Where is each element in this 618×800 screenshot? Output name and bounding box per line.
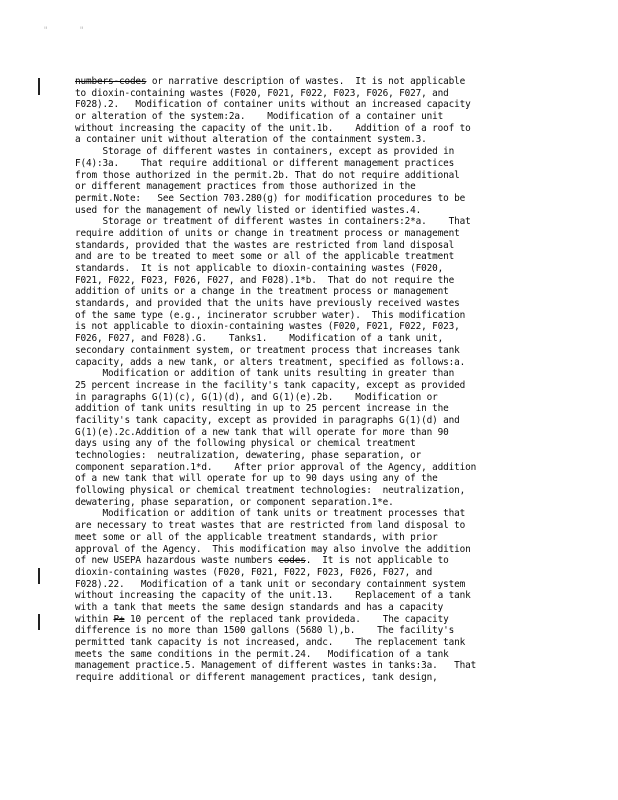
text-segment: Storage of different wastes in containers, except as provided in [75, 146, 455, 158]
text-segment: 10 percent of the replaced tank provideda. The capacity [124, 613, 449, 625]
text-line [75, 614, 549, 626]
text-line [75, 403, 549, 415]
text-segment: with a tank that meets the same design standards and has a capacity [75, 601, 444, 613]
text-line [75, 438, 549, 450]
text-line [75, 228, 549, 240]
text-segment: dioxin-containing wastes (F020, F021, F022, F023, F026, F027, and [75, 566, 433, 578]
revision-bar [38, 568, 40, 584]
text-line [75, 520, 549, 532]
text-line [75, 181, 549, 193]
text-line [75, 146, 549, 158]
text-segment: of new USEPA hazardous waste numbers [75, 555, 279, 567]
text-segment: or different management practices from those authorized in the [75, 181, 416, 193]
text-segment: F028).22. Modification of a tank unit or secondary containment system [75, 578, 466, 590]
text-line [75, 415, 549, 427]
text-segment: without increasing the capacity of the unit.13. Replacement of a tank [75, 590, 471, 602]
text-segment: dewatering, phase separation, or component separation.1*e. [75, 496, 394, 508]
text-line [75, 649, 549, 661]
text-line [75, 485, 549, 497]
revision-bar [38, 78, 40, 95]
text-segment: in paragraphs G(1)(c), G(1)(d), and G(1)(e).2b. Modification or [75, 391, 438, 403]
text-line [75, 193, 549, 205]
text-line [75, 99, 549, 111]
text-line [75, 111, 549, 123]
text-line [75, 590, 549, 602]
text-segment: addition of units or a change in the treatment process or management [75, 286, 449, 298]
text-line [75, 321, 549, 333]
text-line [75, 263, 549, 275]
text-line [75, 672, 549, 684]
text-segment: from those authorized in the permit.2b. That do not require additional [75, 169, 460, 181]
text-segment: capacity, adds a new tank, or alters treatment, specified as follows:a. [75, 356, 466, 368]
text-segment: meet some or all of the applicable treatment standards, with prior [75, 531, 438, 543]
text-segment: technologies: neutralization, dewatering, phase separation, or [75, 450, 422, 461]
text-line [75, 88, 549, 100]
text-line [75, 134, 549, 146]
document-body-text [75, 76, 549, 684]
text-segment: permitted tank capacity is not increased, andc. The replacement tank [75, 637, 466, 648]
text-line [75, 555, 549, 567]
text-segment: 25 percent increase in the facility's tank capacity, except as provided [75, 379, 466, 391]
text-line [75, 532, 549, 544]
text-segment: F(4):3a. That require additional or different management practices [75, 157, 455, 169]
text-segment: secondary containment system, or treatment process that increases tank [75, 344, 460, 356]
text-segment: or alteration of the system:2a. Modification of a container unit [75, 111, 444, 123]
text-segment: or narrative description of wastes. It is not applicable [146, 76, 466, 87]
text-segment: approval of the Agency. This modification may also involve the addition [75, 543, 471, 555]
text-line [75, 637, 549, 649]
text-segment: Modification or addition of tank units or treatment processes that [75, 508, 466, 520]
text-line [75, 508, 549, 520]
text-segment: permit.Note: See Section 703.280(g) for modification procedures to be [75, 192, 466, 204]
text-line [75, 497, 549, 509]
scan-mark: " [79, 26, 85, 36]
text-segment: difference is no more than 1500 gallons (5680 l),b. The facility's [75, 625, 455, 637]
struck-text: P± [113, 613, 125, 625]
text-segment: G(1)(e).2c.Addition of a new tank that will operate for more than 90 [75, 426, 449, 438]
text-line [75, 158, 549, 170]
text-segment: Modification or addition of tank units resulting in greater than [75, 368, 455, 380]
text-segment: to dioxin-containing wastes (F020, F021, F022, F023, F026, F027, and [75, 87, 449, 99]
text-segment: following physical or chemical treatment technologies: neutralization, [75, 485, 466, 497]
text-segment: F028).2. Modification of container units without an increased capacity [75, 99, 471, 111]
text-line [75, 205, 549, 217]
text-line [75, 368, 549, 380]
text-segment: Storage or treatment of different wastes in containers:2*a. That [75, 216, 471, 228]
text-segment: used for the management of newly listed or identified wastes.4. [75, 204, 422, 216]
text-segment: . It is not applicable to [305, 555, 449, 567]
text-segment: without increasing the capacity of the unit.1b. Addition of a roof to [75, 122, 471, 134]
text-line [75, 660, 549, 672]
text-line [75, 216, 549, 228]
text-line [75, 544, 549, 556]
text-line [75, 76, 549, 88]
text-line [75, 251, 549, 263]
text-segment: within [75, 613, 114, 625]
text-line [75, 392, 549, 404]
text-segment: standards, provided that the wastes are restricted from land disposal [75, 239, 455, 251]
text-line [75, 473, 549, 485]
text-line [75, 345, 549, 357]
text-line [75, 123, 549, 135]
text-line [75, 579, 549, 591]
text-line [75, 450, 549, 462]
text-segment: days using any of the following physical or chemical treatment [75, 438, 416, 450]
text-line [75, 380, 549, 392]
text-segment: are necessary to treat wastes that are restricted from land disposal to [75, 520, 466, 532]
text-segment: standards, and provided that the units have previously received wastes [75, 298, 460, 310]
text-line [75, 357, 549, 369]
text-segment: component separation.1*d. After prior approval of the Agency, addition [75, 461, 477, 473]
text-segment: standards. It is not applicable to dioxin-containing wastes (F020, [75, 263, 444, 274]
text-segment: a container unit without alteration of the containment system.3. [75, 134, 427, 146]
scan-mark: " [43, 26, 49, 36]
text-segment: is not applicable to dioxin-containing wastes (F020, F021, F022, F023, [75, 321, 460, 333]
text-segment: meets the same conditions in the permit.24. Modification of a tank [75, 648, 449, 660]
text-segment: F021, F022, F023, F026, F027, and F028).1*b. That do not require the [75, 274, 455, 286]
revision-bar [38, 614, 40, 630]
text-line [75, 462, 549, 474]
text-line [75, 286, 549, 298]
text-line [75, 240, 549, 252]
text-line [75, 602, 549, 614]
text-segment: management practice.5. Management of different wastes in tanks:3a. That [75, 660, 477, 672]
text-line [75, 625, 549, 637]
text-segment: facility's tank capacity, except as provided in paragraphs G(1)(d) and [75, 414, 460, 426]
text-line [75, 170, 549, 182]
text-line [75, 333, 549, 345]
text-segment: F026, F027, and F028).G. Tanks1. Modification of a tank unit, [75, 333, 444, 345]
struck-text: codes [278, 555, 306, 567]
text-segment: and are to be treated to meet some or all of the applicable treatment [75, 251, 455, 263]
text-segment: of the same type (e.g., incinerator scrubber water). This modification [75, 309, 466, 321]
text-line [75, 567, 549, 579]
text-line [75, 310, 549, 322]
text-line [75, 298, 549, 310]
struck-text: numbers-codes [75, 76, 147, 87]
text-segment: addition of tank units resulting in up to 25 percent increase in the [75, 403, 449, 415]
text-segment: of a new tank that will operate for up to 90 days using any of the [75, 473, 438, 485]
text-segment: require addition of units or change in treatment process or management [75, 227, 460, 239]
text-segment: require additional or different management practices, tank design, [75, 672, 438, 684]
text-line [75, 427, 549, 439]
text-line [75, 275, 549, 287]
